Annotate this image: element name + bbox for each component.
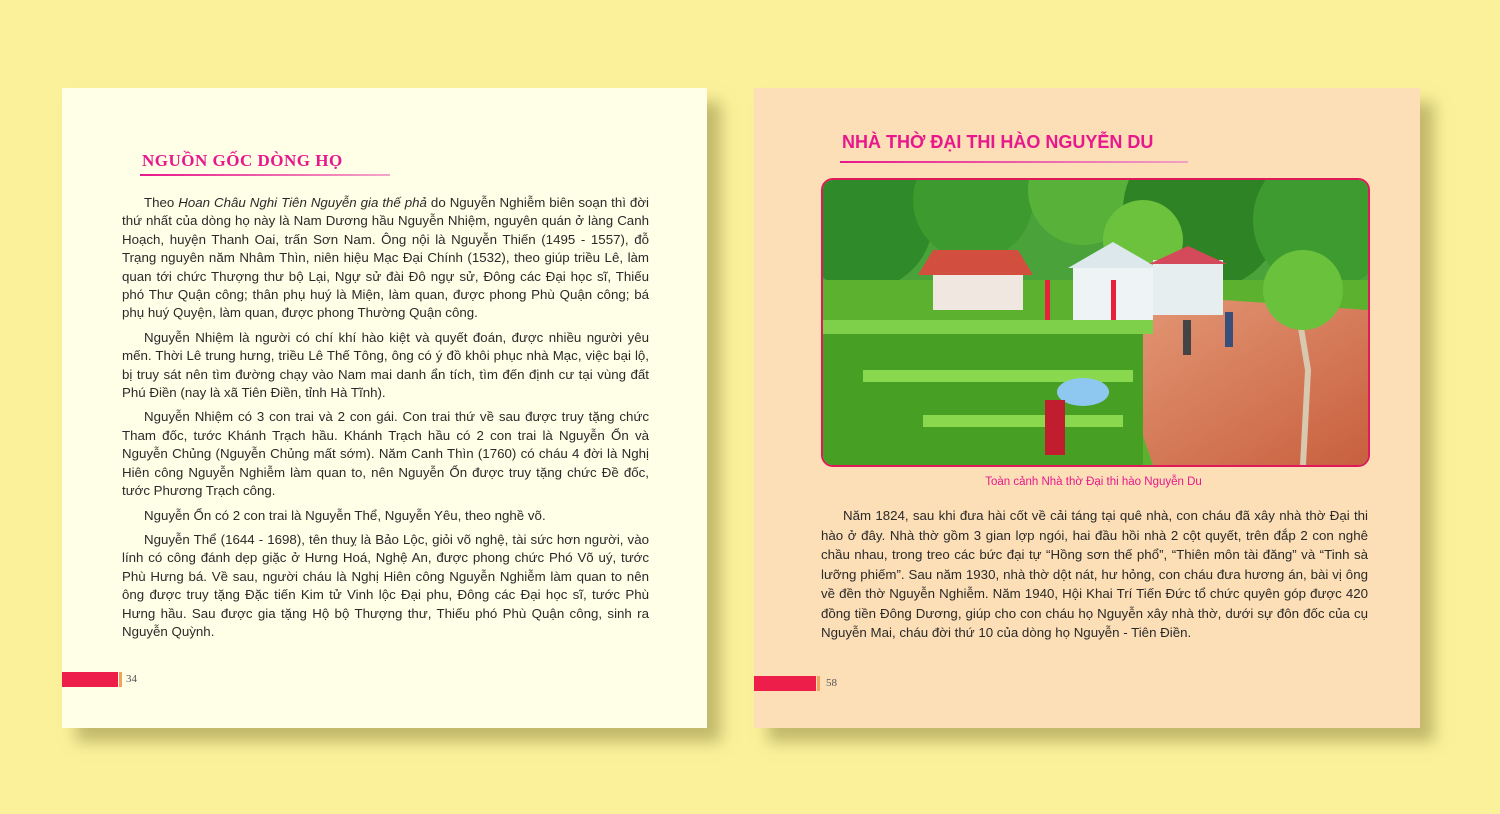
left-heading-underline — [140, 174, 390, 176]
left-page — [62, 88, 707, 728]
left-paragraph-3: Nguyễn Nhiệm có 3 con trai và 2 con gái. Con trai thứ về sau được truy tặng chức Tham đốc, tước Khánh Trạch hầu. Khánh Trạch hầu có 2 con trai là Nguyễn Ổn và Nguyễn Chủng (Nguyễn Chủng mất sớm). Năm Canh Thìn (1760) có cháu 4 đời là Nghị Hiên công Nguyễn Nghiễm làm quan to, nên Nguyễn Ổn được truy tặng chức Đề đốc, tước Phương Trạch công. — [122, 409, 649, 499]
photo-caption: Toàn cảnh Nhà thờ Đại thi hào Nguyễn Du — [985, 476, 1202, 488]
page-number-bar — [62, 672, 118, 687]
left-paragraph-1-intro: Theo — [144, 195, 179, 210]
left-page-body — [122, 194, 649, 647]
left-paragraph-1-text: do Nguyễn Nghiễm biên soạn thì đời thứ nhất của dòng họ này là Nam Dương hầu Nguyễn Nhiệm, nguyên quán ở làng Canh Hoạch, huyện Thanh Oai, trấn Sơn Nam. Ông nội là Nguyễn Thiến (1495 - 1557), đỗ Trạng nguyên năm Nhâm Thìn, niên hiệu Mạc Đại Chính (1532), theo giúp triều Lê, làm quan tới chức Thượng thư bộ Lại, Ngự sử đài Đô ngự sử, Đông các Đại học sĩ, Thiếu phó Thư Quận công; thân phụ huý là Miện, làm quan, được phong Phù Quận công; bá phụ huý Quyện, làm quan, được phong Thường Quận công. — [122, 195, 649, 321]
left-paragraph-2: Nguyễn Nhiệm là người có chí khí hào kiệt và quyết đoán, được nhiều người yêu mến. Thời Lê trung hưng, triều Lê Thế Tông, ông có ý đồ khôi phục nhà Mạc, việc bại lộ, bị truy sát nên tìm đường chạy vào Nam mai danh ẩn tích, tìm đến định cư tại vùng đất Phú Điền (nay là xã Tiên Điền, tỉnh Hà Tĩnh). — [122, 329, 649, 401]
left-paragraph-4: Nguyễn Ổn có 2 con trai là Nguyễn Thể, Nguyễn Yêu, theo nghề võ. — [144, 507, 546, 523]
temple-photo — [821, 178, 1370, 467]
book-title-italic: Hoan Châu Nghi Tiên Nguyễn gia thế phả — [178, 195, 427, 210]
right-page-heading: NHÀ THỜ ĐẠI THI HÀO NGUYỄN DU — [842, 132, 1154, 152]
right-page-body: Năm 1824, sau khi đưa hài cốt về cải táng tại quê nhà, con cháu đã xây nhà thờ Đại thi hào ở đây. Nhà thờ gồm 3 gian lợp ngói, hai đầu hồi nhà 2 cột quyết, trên đắp 2 con nghê chầu nhau, trong treo các bức đại tự “Hồng sơn thế phổ”, “Thiên môn tài đăng” và “Tinh sà lưỡng phiếm”. Sau năm 1930, nhà thờ dột nát, hư hỏng, con cháu đưa hương án, bài vị ông về đền thờ Nguyễn Nghiễm. Năm 1940, Hội Khai Trí Tiến Đức tổ chức quyên góp được 420 đồng tiền Đông Dương, giúp cho con cháu họ Nguyễn xây nhà thờ, dưới sự đôn đốc của cụ Nguyễn Mai, cháu đời thứ 10 của dòng họ Nguyễn - Tiên Điền. — [821, 508, 1368, 640]
right-page — [754, 88, 1420, 728]
page-number-bar — [754, 676, 816, 691]
temple-photo-illustration — [823, 180, 1368, 465]
left-paragraph-1 — [122, 194, 649, 323]
left-page-number: 34 — [126, 673, 137, 685]
right-page-number: 58 — [826, 677, 837, 689]
right-heading-underline — [840, 161, 1188, 163]
left-page-heading: NGUỒN GỐC DÒNG HỌ — [142, 151, 343, 170]
left-paragraph-5: Nguyễn Thể (1644 - 1698), tên thuỵ là Bảo Lộc, giỏi võ nghệ, tài sức hơn người, vào lính có công đánh dẹp giặc ở Hưng Hoá, Nghệ An, được phong chức Phó Võ uý, tước Phù Hưng bá. Về sau, người cháu là Nghị Hiên công Nguyễn Nghiễm làm quan to nên ông được truy tặng Đặc tiến Kim tử Vinh lộc Đại phu, Đông các Đại học sĩ, tước Phù Hưng hầu. Sau được gia tặng Hộ bộ Thượng thư, Thiếu phó Phù Quận công, sinh ra Nguyễn Quỳnh. — [122, 531, 649, 639]
